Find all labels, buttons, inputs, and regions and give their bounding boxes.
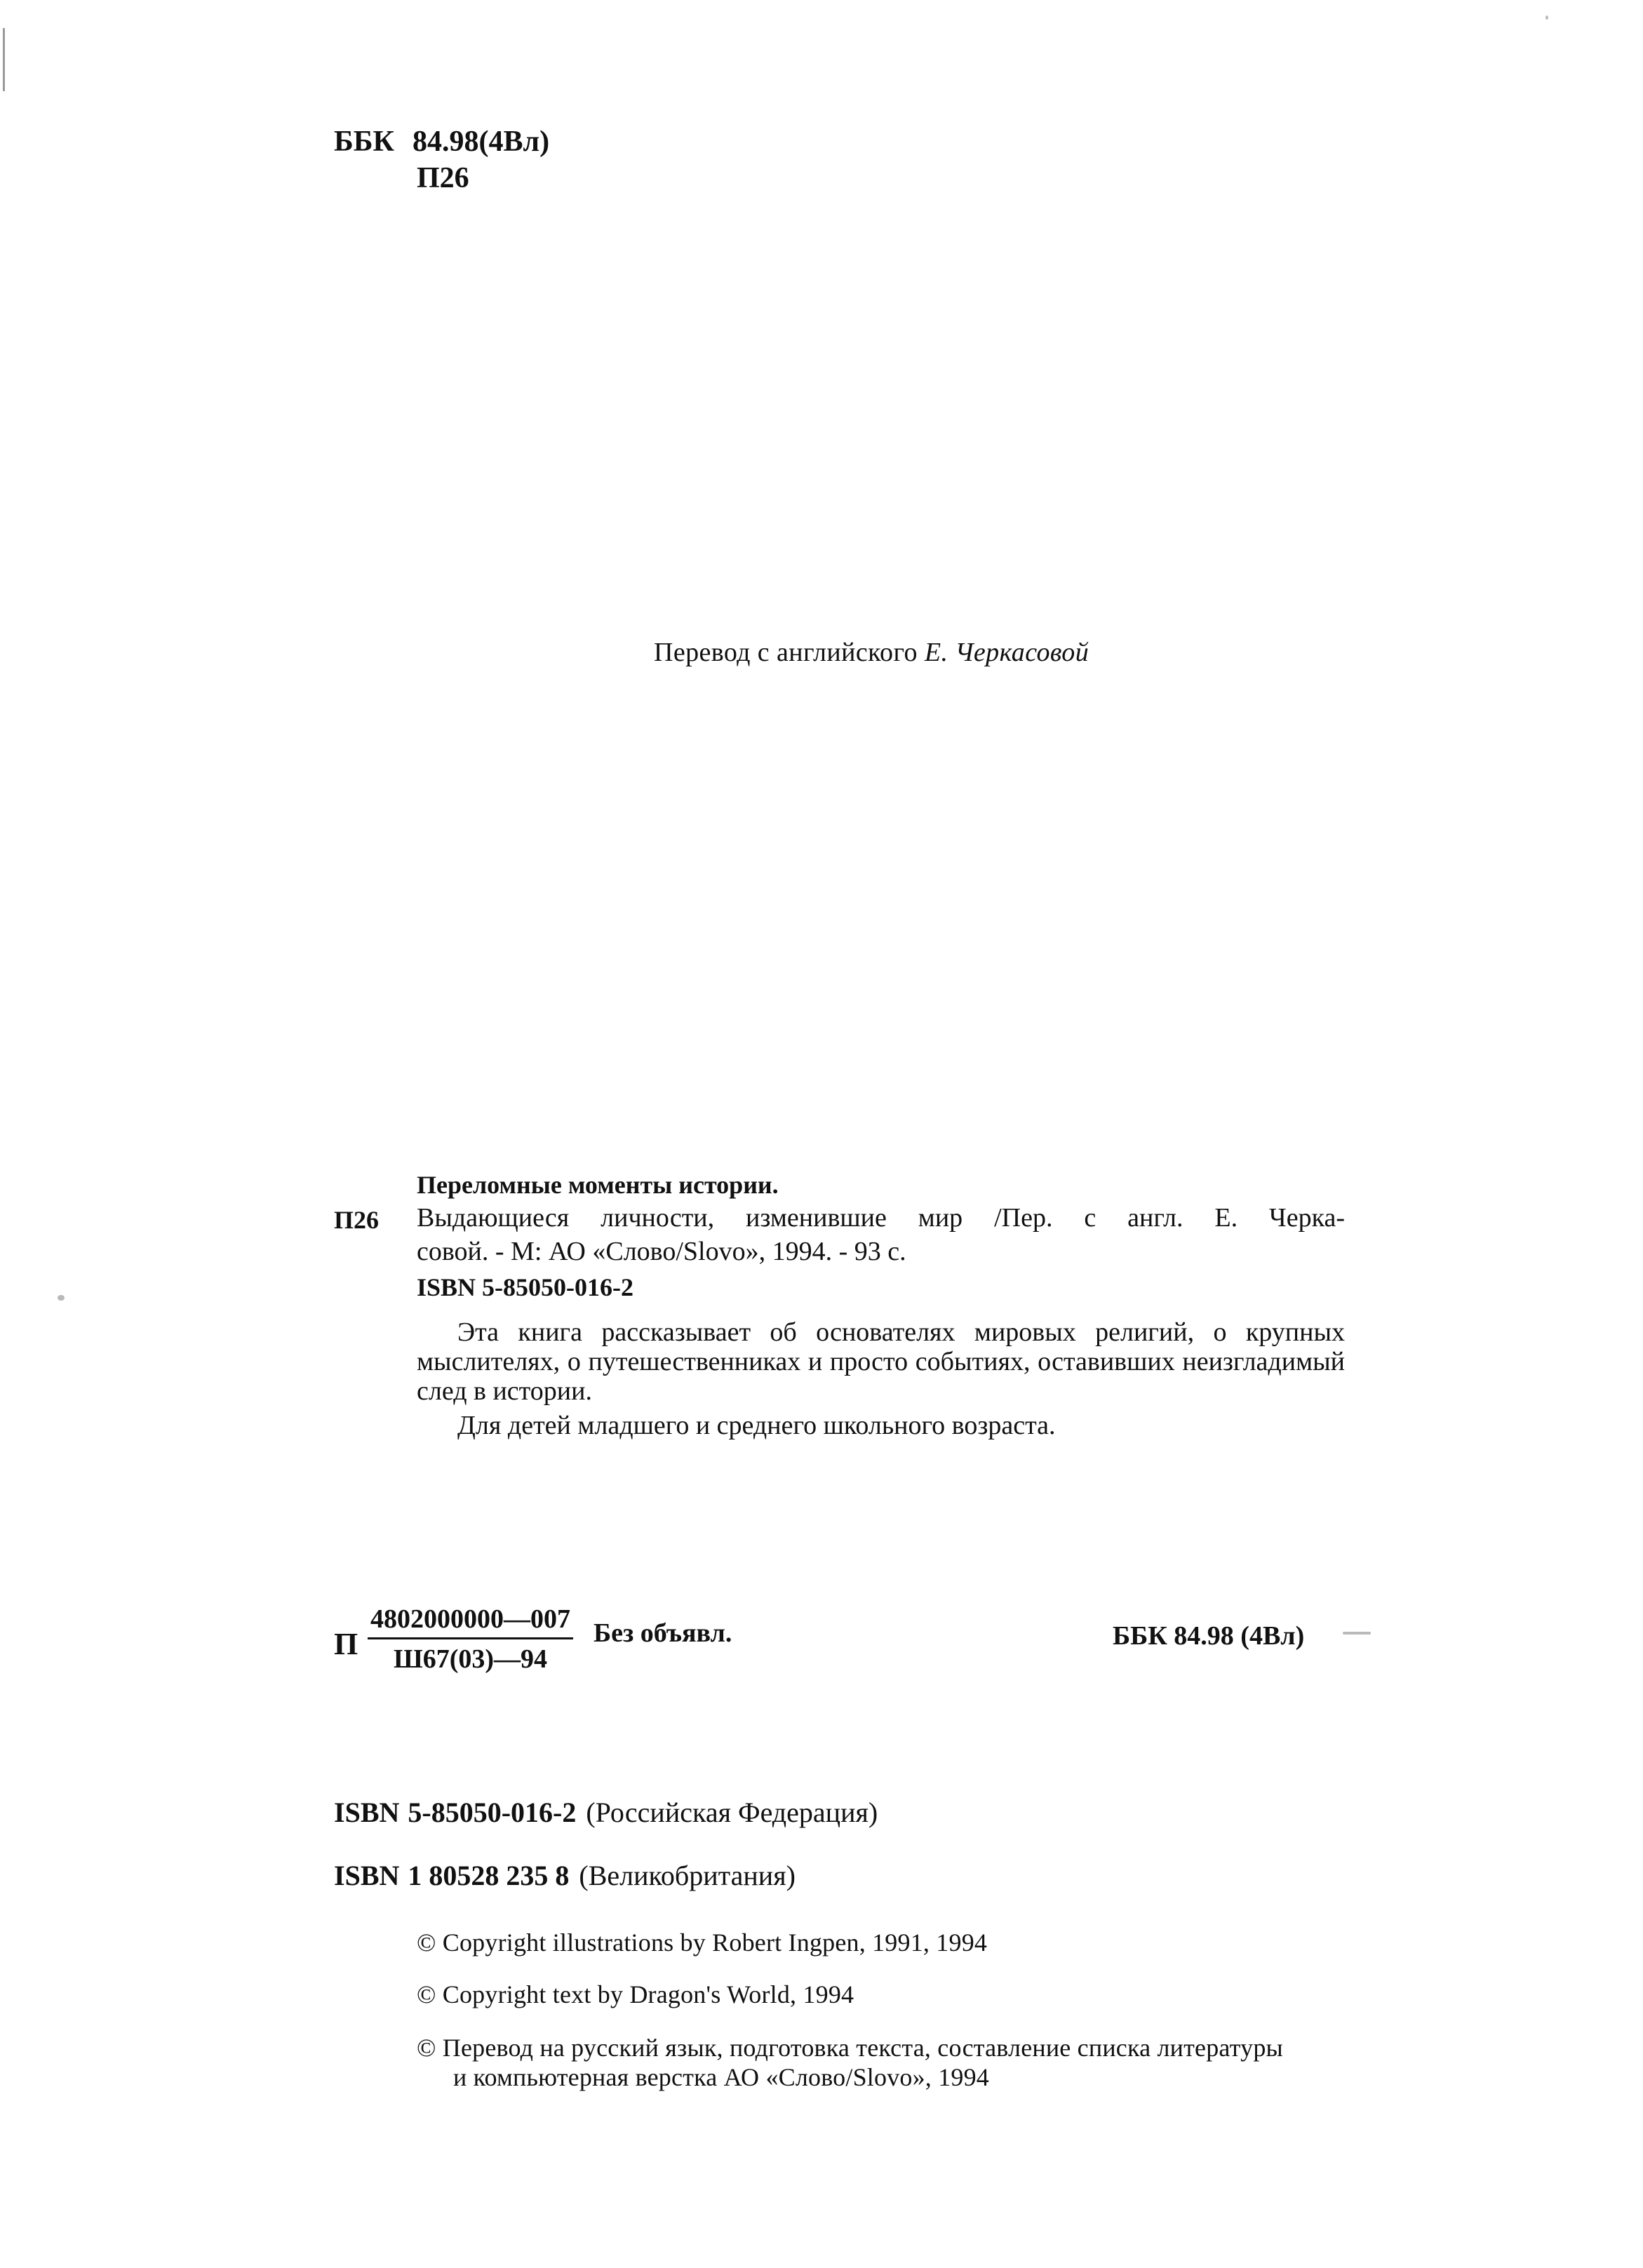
isbn-russia: [334, 1796, 878, 1829]
isbn-uk: [334, 1859, 796, 1892]
bbk-code: 84.98(4Вл): [413, 126, 550, 158]
isbn-number: 1 80528 235 8: [408, 1860, 570, 1891]
scan-speck: [1545, 15, 1548, 20]
bbk-top-block: [334, 125, 549, 195]
bbk-top-line: [334, 125, 549, 159]
bbk-label: ББК: [334, 126, 394, 158]
catalog-index: П26: [334, 1206, 380, 1234]
copyright-illustrations: © Copyright illustrations by Robert Ingpen, 1991, 1994: [417, 1928, 988, 1957]
no-announcement: Без объявл.: [594, 1618, 732, 1648]
translator-prefix: Перевод с английского: [654, 638, 918, 667]
catalog-description-line2: совой. - М: АО «Слово/Slovo», 1994. - 93 с.: [417, 1237, 906, 1266]
isbn-country: (Российская Федерация): [586, 1797, 878, 1828]
audience-note: Для детей младшего и среднего школьного возраста.: [457, 1411, 1056, 1440]
scan-speck: [1343, 1632, 1371, 1635]
catalog-title: Переломные моменты истории.: [417, 1171, 779, 1199]
copyright-translation-line1: © Перевод на русский язык, подготовка текста, составление списка литературы: [417, 2034, 1283, 2062]
copyright-text: © Copyright text by Dragon's World, 1994: [417, 1980, 854, 2008]
imprint-bbk: ББК 84.98 (4Вл): [1113, 1621, 1305, 1651]
translator-credit: [654, 637, 1089, 668]
imprint-letter: П: [334, 1627, 358, 1661]
imprint-fraction: [368, 1604, 573, 1675]
catalog-description-line1: Выдающиеся личности, изменившие мир /Пер. с англ. Е. Черка-: [417, 1203, 1345, 1233]
copyright-translation: [417, 2033, 1283, 2092]
isbn-label: ISBN: [334, 1797, 400, 1828]
copyright-translation-line2: и компьютерная верстка АО «Слово/Slovo», 1994: [453, 2063, 989, 2091]
scan-edge-mark: [3, 28, 5, 91]
author-sign: П26: [417, 162, 469, 194]
isbn-country: (Великобритания): [579, 1860, 796, 1891]
catalog-annotation: [417, 1317, 1345, 1406]
isbn-number: 5-85050-016-2: [408, 1797, 577, 1828]
imprint-denominator: Ш67(03)—94: [393, 1644, 548, 1674]
catalog-isbn: ISBN 5-85050-016-2: [417, 1273, 634, 1301]
isbn-label: ISBN: [334, 1860, 400, 1891]
scan-speck: [58, 1295, 65, 1301]
annotation-text: Эта книга рассказывает об основателях мировых религий, о крупных мыслителях, о путешественниках и просто событиях, оставивших неизгладимый след в истории.: [417, 1317, 1345, 1406]
translator-name: Е. Черкасовой: [924, 638, 1089, 667]
imprint-numerator: 4802000000—007: [368, 1604, 573, 1639]
